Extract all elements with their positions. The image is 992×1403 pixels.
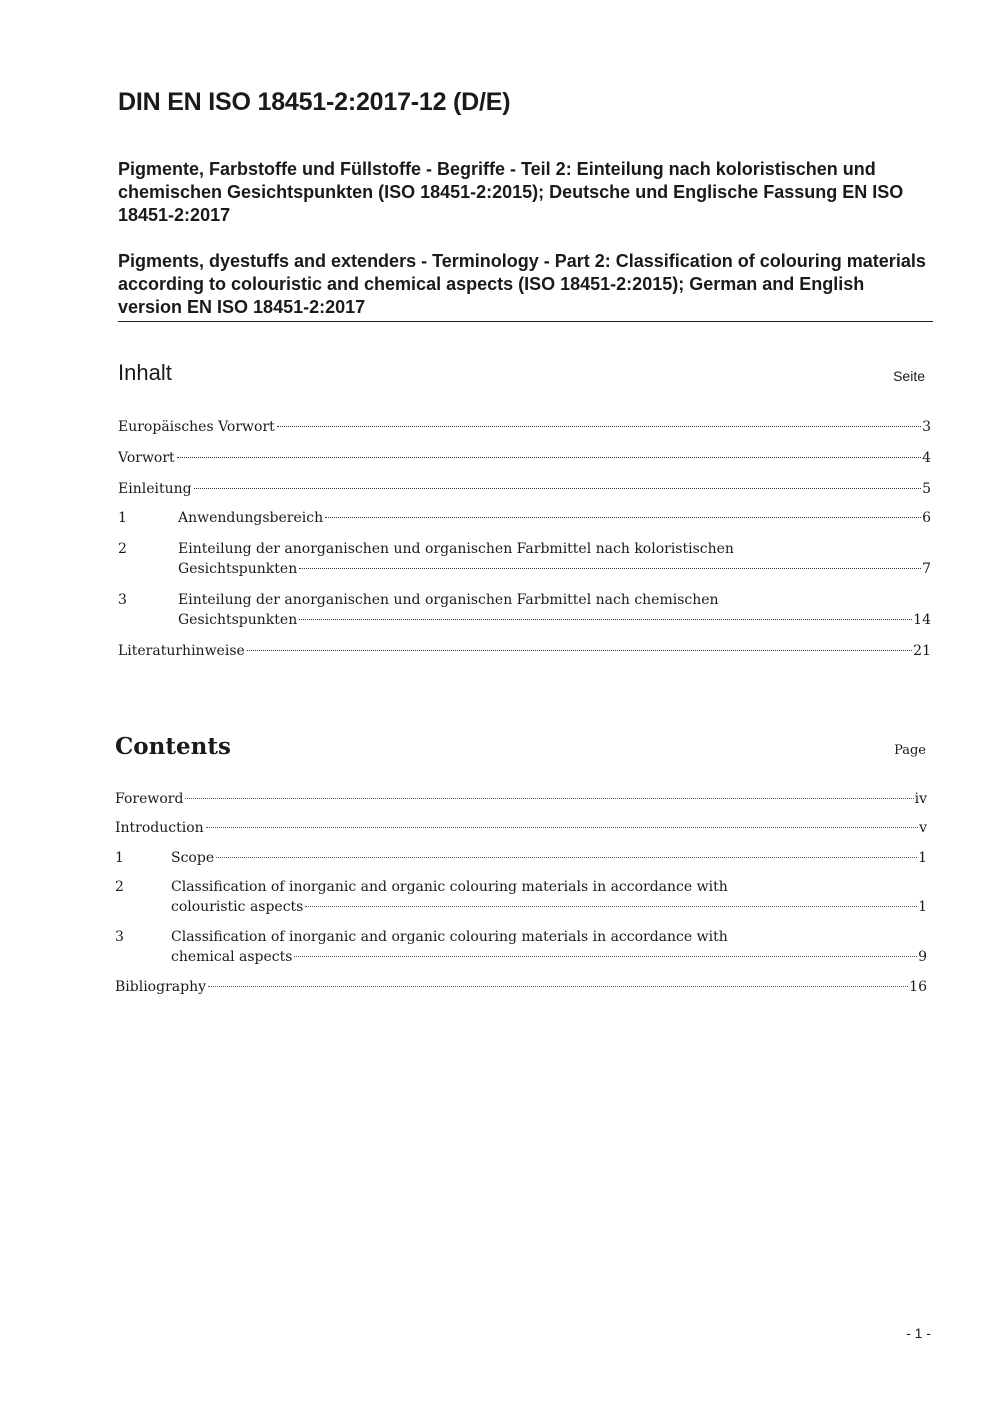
toc-entry-title: Bibliography	[115, 979, 206, 995]
toc-entry-number: 3	[115, 929, 124, 945]
toc-entry-page: 7	[922, 561, 931, 577]
toc-entry-page: 9	[918, 949, 927, 965]
toc-entry[interactable]	[115, 927, 927, 967]
toc-entry-number: 3	[118, 592, 127, 608]
toc-entry[interactable]	[118, 479, 931, 499]
toc-entry-title: Europäisches Vorwort	[118, 419, 275, 435]
toc-leader-dots	[208, 986, 908, 987]
toc-en-page-label: Page	[894, 743, 926, 758]
toc-leader-dots	[294, 956, 917, 957]
toc-leader-dots	[277, 426, 921, 427]
toc-entry[interactable]	[118, 641, 931, 661]
toc-leader-dots	[325, 517, 921, 518]
title-english: Pigments, dyestuffs and extenders - Terminology - Part 2: Classification of colouring materials according to colouristic and chemical aspects (ISO 18451-2:2015); German and English version EN ISO 18451-2:2017	[118, 251, 926, 317]
toc-entry-title: colouristic aspects	[171, 899, 304, 915]
toc-leader-dots	[177, 457, 921, 458]
toc-leader-dots	[305, 906, 917, 907]
toc-entry[interactable]	[118, 417, 931, 437]
toc-entry[interactable]	[115, 977, 927, 997]
toc-en-heading: Contents	[115, 733, 231, 760]
footer-page-number: - 1 -	[906, 1325, 931, 1341]
toc-english	[115, 789, 927, 997]
toc-leader-dots	[185, 798, 913, 799]
toc-entry[interactable]	[118, 508, 931, 528]
toc-entry-page: 21	[913, 643, 931, 659]
toc-entry-title: Gesichtspunkten	[178, 612, 298, 628]
toc-entry-title: Gesichtspunkten	[178, 561, 298, 577]
toc-entry[interactable]	[115, 877, 927, 917]
toc-entry-title: Scope	[171, 850, 215, 866]
toc-entry-title: Classification of inorganic and organic colouring materials in accordance with	[171, 879, 728, 895]
toc-entry-title: Literaturhinweise	[118, 643, 245, 659]
title-divider	[118, 321, 933, 322]
toc-entry[interactable]	[118, 448, 931, 468]
toc-entry-page: 6	[922, 510, 931, 526]
toc-entry-title: Einleitung	[118, 481, 192, 497]
toc-entry-title: Introduction	[115, 820, 204, 836]
toc-entry[interactable]	[115, 818, 927, 838]
toc-entry-number: 1	[118, 510, 127, 526]
toc-leader-dots	[194, 488, 922, 489]
toc-leader-dots	[247, 650, 912, 651]
toc-entry-page: 14	[913, 612, 931, 628]
toc-entry-page: 5	[922, 481, 931, 497]
toc-entry-title: Foreword	[115, 791, 184, 807]
toc-entry-page: 16	[909, 979, 927, 995]
toc-entry-title: Anwendungsbereich	[178, 510, 324, 526]
toc-leader-dots	[206, 827, 918, 828]
toc-entry-page: 1	[918, 899, 927, 915]
document-id: DIN EN ISO 18451-2:2017-12 (D/E)	[118, 88, 511, 116]
toc-entry-title: Vorwort	[118, 450, 175, 466]
toc-entry-title: Classification of inorganic and organic colouring materials in accordance with	[171, 929, 728, 945]
toc-entry-page: 4	[922, 450, 931, 466]
toc-entry-page: v	[919, 820, 927, 836]
toc-entry[interactable]	[115, 848, 927, 868]
toc-leader-dots	[299, 568, 921, 569]
toc-leader-dots	[299, 619, 912, 620]
toc-entry-title: Einteilung der anorganischen und organischen Farbmittel nach koloristischen	[178, 541, 734, 557]
title-german: Pigmente, Farbstoffe und Füllstoffe - Begriffe - Teil 2: Einteilung nach koloristischen und chemischen Gesichtspunkten (ISO 18451-2:2015); Deutsche und Englische Fassung EN ISO 18451-2:2017	[118, 159, 904, 225]
toc-entry-number: 2	[118, 541, 127, 557]
toc-entry-page: iv	[914, 791, 927, 807]
toc-de-heading: Inhalt	[118, 360, 172, 385]
toc-entry-number: 2	[115, 879, 124, 895]
toc-entry[interactable]	[118, 590, 931, 630]
toc-de-page-label: Seite	[893, 368, 925, 384]
toc-german	[118, 417, 931, 661]
toc-entry[interactable]	[118, 539, 931, 579]
toc-entry-page: 1	[918, 850, 927, 866]
toc-entry[interactable]	[115, 789, 927, 809]
toc-entry-number: 1	[115, 850, 124, 866]
toc-entry-page: 3	[922, 419, 931, 435]
toc-entry-title: Einteilung der anorganischen und organischen Farbmittel nach chemischen	[178, 592, 719, 608]
toc-entry-title: chemical aspects	[171, 949, 293, 965]
toc-leader-dots	[216, 857, 917, 858]
